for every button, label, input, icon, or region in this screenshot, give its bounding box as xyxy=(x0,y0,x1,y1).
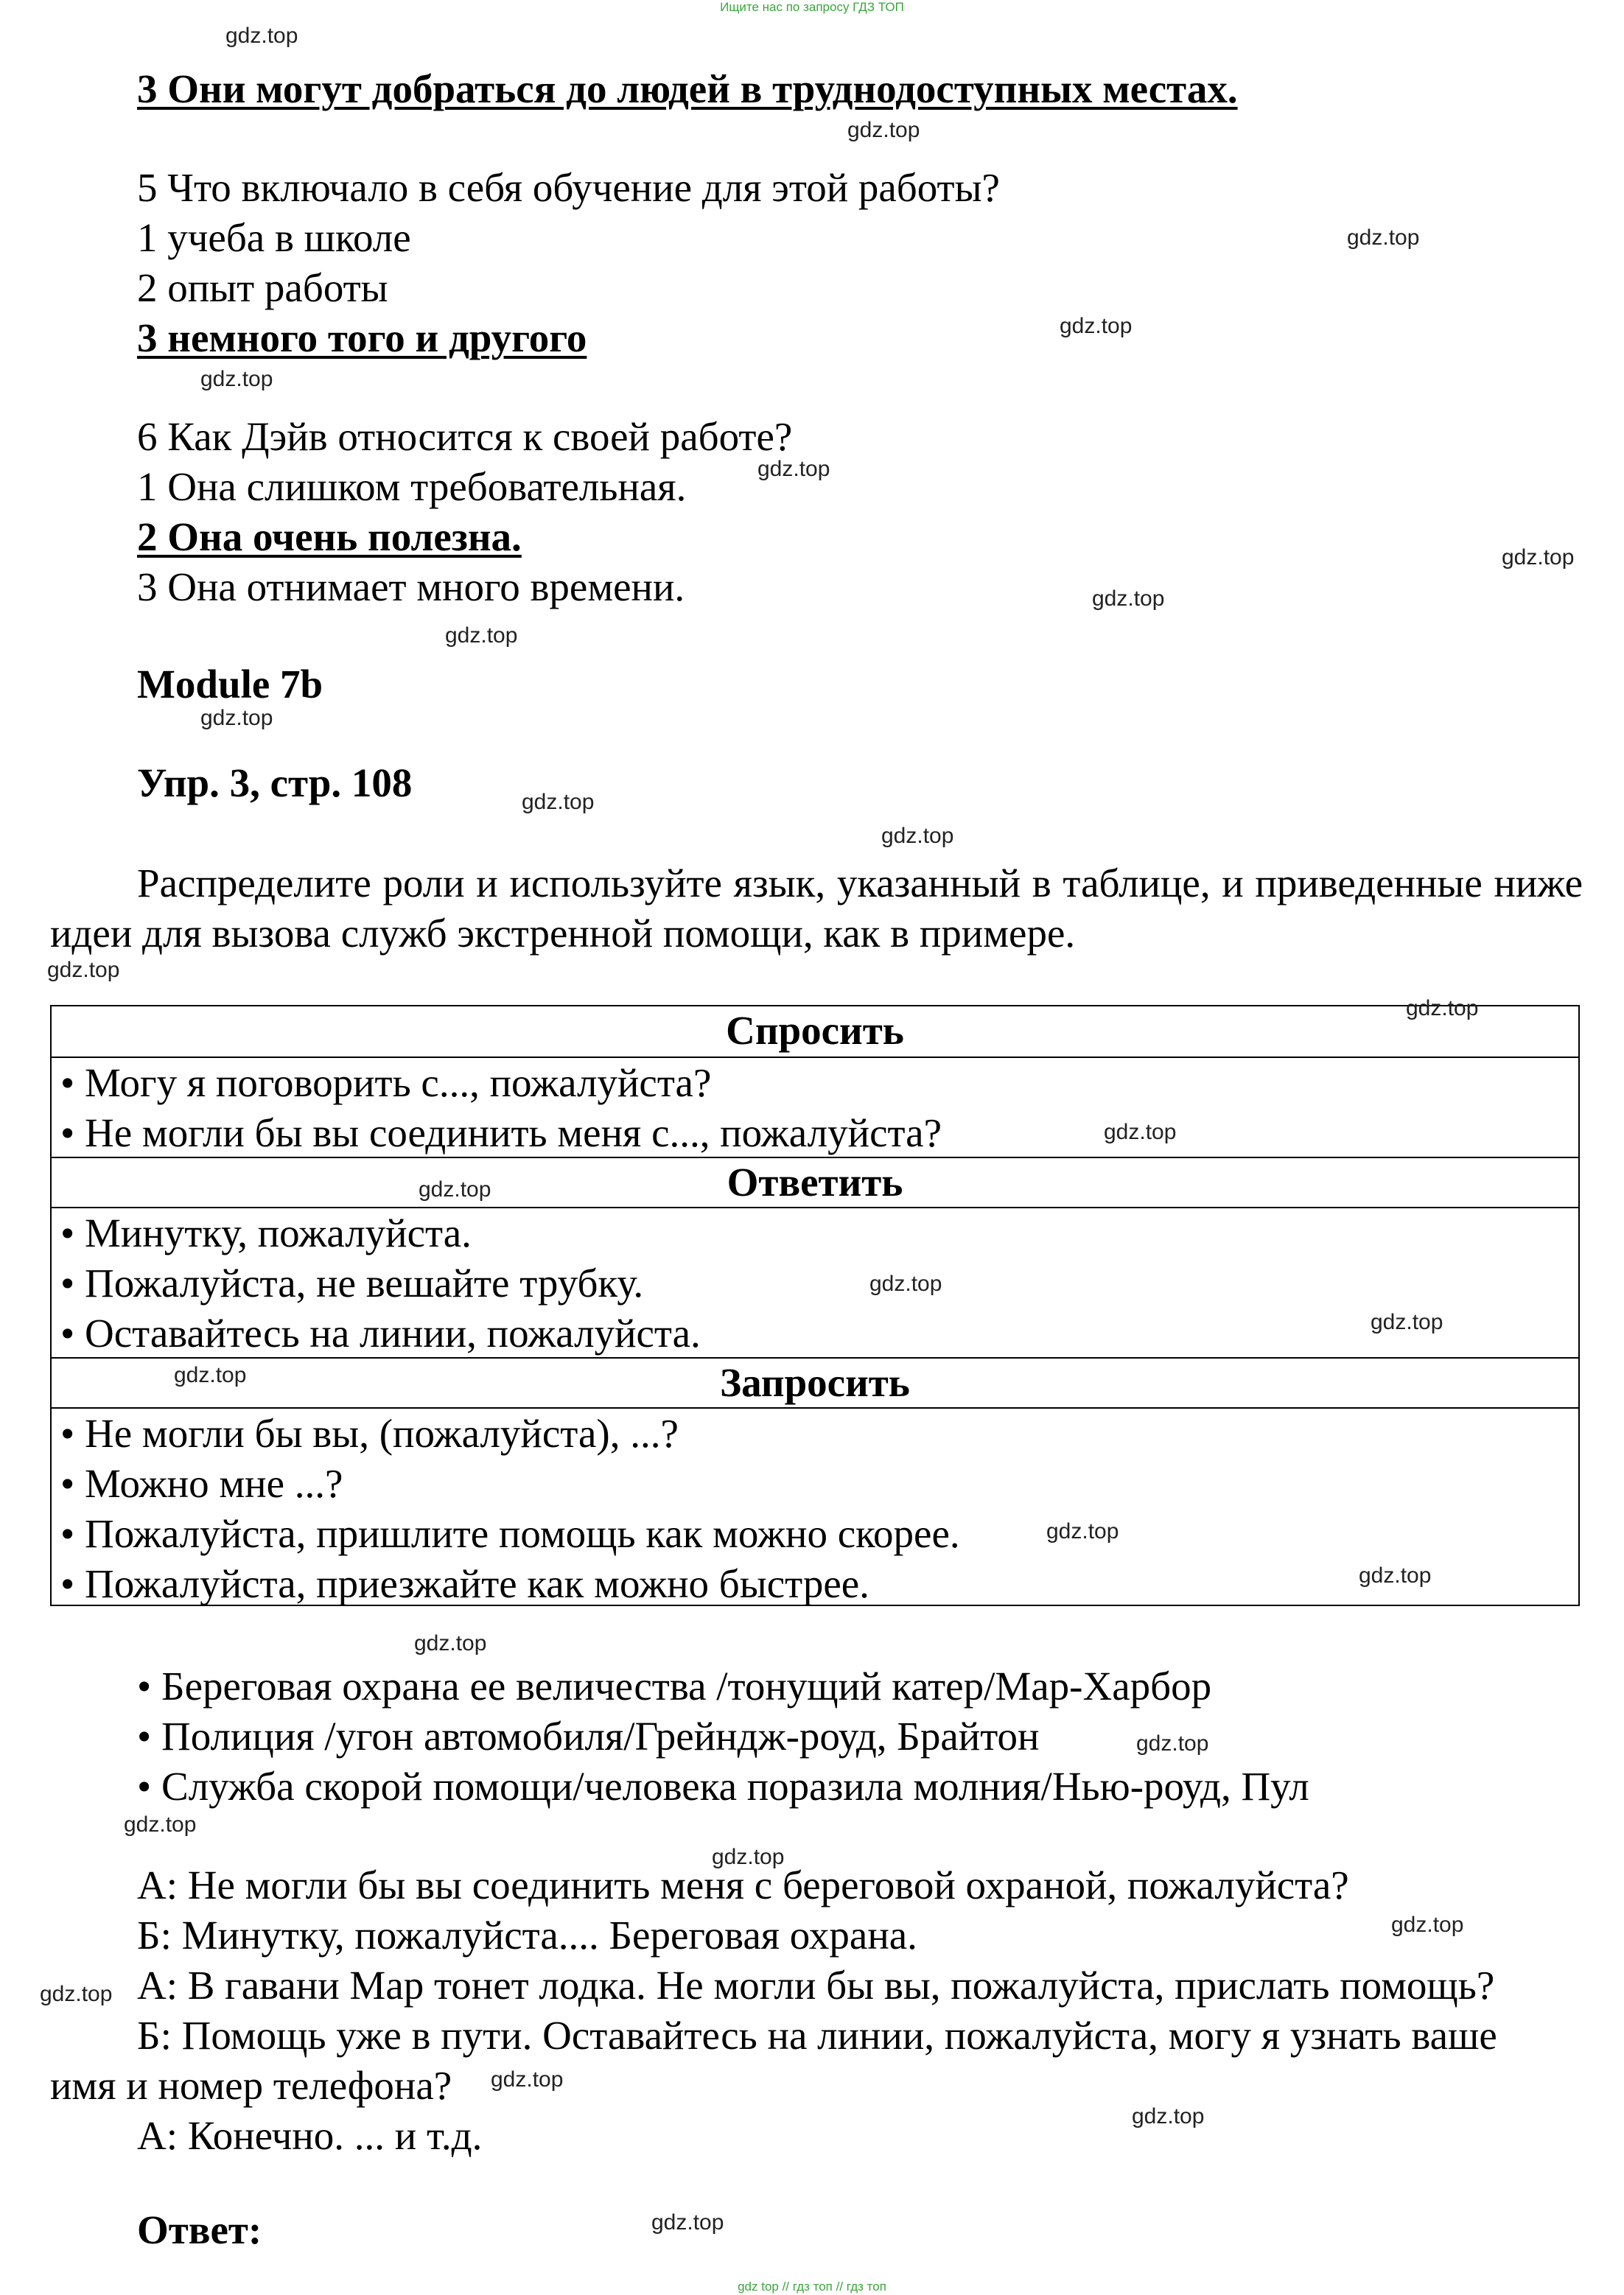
ask-item-2: • Не могли бы вы соединить меня с..., пожалуйста? xyxy=(60,1110,942,1155)
watermark: gdz.top xyxy=(174,1363,247,1387)
watermark: gdz.top xyxy=(1132,2104,1205,2128)
request-item-2: • Можно мне ...? xyxy=(60,1461,343,1506)
watermark: gdz.top xyxy=(1371,1310,1443,1334)
watermark: gdz.top xyxy=(414,1631,487,1655)
exercise-heading: Упр. 3, стр. 108 xyxy=(137,760,413,805)
table-section-answer xyxy=(52,1207,1578,1357)
table-header-request xyxy=(52,1357,1578,1407)
watermark: gdz.top xyxy=(1104,1120,1177,1144)
watermark: gdz.top xyxy=(200,706,273,730)
watermark: gdz.top xyxy=(522,790,595,814)
watermark: gdz.top xyxy=(1060,314,1133,338)
ask-item-1: • Могу я поговорить с..., пожалуйста? xyxy=(60,1060,712,1105)
q4-answer: 3 Они могут добраться до людей в труднодоступных местах. xyxy=(137,66,1238,111)
q6-option-1: 1 Она слишком требовательная. xyxy=(137,464,687,509)
watermark: gdz.top xyxy=(869,1272,942,1296)
idea-item-1: • Береговая охрана ее величества /тонущий катер/Мар-Харбор xyxy=(137,1664,1212,1709)
watermark: gdz.top xyxy=(40,1982,113,2006)
header-ask-label: Спросить xyxy=(726,1008,904,1053)
table-header-ask xyxy=(52,1006,1578,1057)
table-section-ask xyxy=(52,1057,1578,1157)
watermark: gdz.top xyxy=(200,367,273,391)
exercise-instructions: Распределите роли и используйте язык, указанный в таблице, и приведенные ниже идеи для вызова служб экстренной помощи, как в примере. xyxy=(50,861,1583,956)
dialogue-line-5: имя и номер телефона? xyxy=(50,2063,452,2108)
idea-item-3: • Служба скорой помощи/человека поразила молния/Нью-роуд, Пул xyxy=(137,1764,1309,1809)
q6-option-3: 3 Она отнимает много времени. xyxy=(137,564,685,609)
watermark: gdz.top xyxy=(1406,996,1479,1020)
q6-question: 6 Как Дэйв относится к своей работе? xyxy=(137,414,793,459)
watermark: gdz.top xyxy=(712,1845,785,1869)
watermark: gdz.top xyxy=(419,1177,491,1202)
watermark: gdz.top xyxy=(1092,586,1165,611)
table-header-answer xyxy=(52,1157,1578,1207)
answer-item-1: • Минутку, пожалуйста. xyxy=(60,1210,472,1255)
watermark: gdz.top xyxy=(1347,225,1420,250)
watermark: gdz.top xyxy=(1359,1563,1432,1588)
answer-item-2: • Пожалуйста, не вешайте трубку. xyxy=(60,1261,644,1306)
watermark: gdz.top xyxy=(757,457,830,481)
module-heading: Module 7b xyxy=(137,662,323,707)
dialogue-line-3: А: В гавани Мар тонет лодка. Не могли бы вы, пожалуйста, прислать помощь? xyxy=(137,1963,1495,2008)
watermark: gdz.top xyxy=(491,2067,564,2092)
dialogue-line-4: Б: Помощь уже в пути. Оставайтесь на линии, пожалуйста, могу я узнать ваше xyxy=(137,2013,1497,2058)
watermark: gdz.top xyxy=(1136,1731,1209,1756)
watermark: gdz.top xyxy=(1391,1913,1464,1937)
header-answer-label: Ответить xyxy=(727,1160,903,1205)
watermark: gdz.top xyxy=(225,24,298,48)
q6-option-2-correct: 2 Она очень полезна. xyxy=(137,514,522,559)
table-section-request xyxy=(52,1407,1578,1608)
watermark: gdz.top xyxy=(445,623,518,648)
header-request-label: Запросить xyxy=(720,1360,910,1405)
q5-option-3-correct: 3 немного того и другого xyxy=(137,315,587,360)
request-item-1: • Не могли бы вы, (пожалуйста), ...? xyxy=(60,1411,679,1456)
q5-option-2: 2 опыт работы xyxy=(137,265,388,310)
answer-item-3: • Оставайтесь на линии, пожалуйста. xyxy=(60,1311,701,1356)
answer-label: Ответ: xyxy=(137,2207,262,2252)
idea-item-2: • Полиция /угон автомобиля/Грейндж-роуд, Брайтон xyxy=(137,1714,1040,1759)
watermark: gdz.top xyxy=(651,2210,724,2235)
dialogue-line-6: А: Конечно. ... и т.д. xyxy=(137,2113,483,2158)
bottom-note: gdz top // гдз топ // гдз топ xyxy=(738,2280,886,2294)
watermark: gdz.top xyxy=(124,1812,197,1837)
q5-option-1: 1 учеба в школе xyxy=(137,215,411,260)
watermark: gdz.top xyxy=(847,118,920,142)
watermark: gdz.top xyxy=(1502,545,1575,570)
request-item-3: • Пожалуйста, пришлите помощь как можно скорее. xyxy=(60,1511,960,1556)
request-item-4: • Пожалуйста, приезжайте как можно быстрее. xyxy=(60,1561,869,1606)
q5-question: 5 Что включало в себя обучение для этой работы? xyxy=(137,165,1000,210)
top-note: Ищите нас по запросу ГДЗ ТОП xyxy=(720,0,904,14)
watermark: gdz.top xyxy=(47,958,120,982)
dialogue-line-2: Б: Минутку, пожалуйста.... Береговая охрана. xyxy=(137,1913,917,1958)
dialogue-line-1: А: Не могли бы вы соединить меня с береговой охраной, пожалуйста? xyxy=(137,1863,1349,1907)
watermark: gdz.top xyxy=(1046,1519,1119,1544)
phrases-table xyxy=(50,1005,1580,1606)
watermark: gdz.top xyxy=(881,824,954,848)
